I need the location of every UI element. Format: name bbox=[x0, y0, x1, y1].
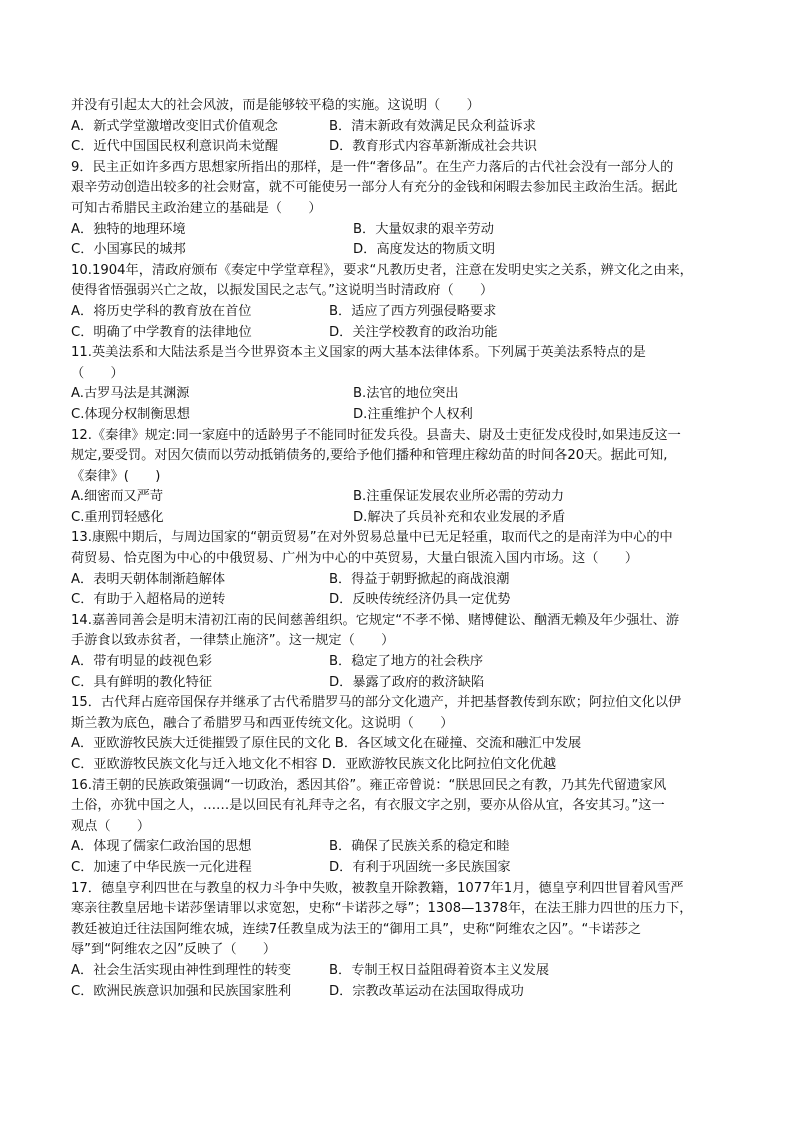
question-12-options-row-2 bbox=[71, 508, 731, 529]
question-13-stem-line-1: 13.康熙中期后，与周边国家的“朝贡贸易”在对外贸易总量中已无足轻重，取而代之的是南洋为中心的中 bbox=[71, 530, 673, 546]
question-16-stem-line-1: 16.清王朝的民族政策强调“一切政治，悉因其俗”。雍正帝曾说：“朕思回民之有教，乃其先代留遗家风 bbox=[71, 777, 667, 793]
question-12-options-row-1 bbox=[71, 487, 731, 508]
option-b[interactable]: B．得益于朝野掀起的商战浪潮 bbox=[329, 571, 510, 587]
question-8-options-row-1 bbox=[71, 117, 731, 138]
option-d[interactable]: D.解决了兵员补充和农业发展的矛盾 bbox=[353, 509, 566, 525]
option-c[interactable]: C.重刑罚轻感化 bbox=[71, 509, 164, 525]
option-a[interactable]: A．表明天朝体制渐趋解体 bbox=[71, 571, 226, 587]
question-9-stem-line-2: 艰辛劳动创造出较多的社会财富，就不可能使另一部分人有充分的金钱和闲暇去参加民主政治生活。据此 bbox=[71, 180, 678, 196]
option-c[interactable]: C．欧洲民族意识加强和民族国家胜利 bbox=[71, 983, 292, 999]
option-d[interactable]: D．暴露了政府的救济缺陷 bbox=[329, 674, 485, 690]
question-8-options-row-2 bbox=[71, 137, 731, 158]
option-d[interactable]: D．高度发达的物质文明 bbox=[353, 242, 496, 258]
question-14-options-row-1 bbox=[71, 652, 731, 673]
question-11-stem-line-1: 11.英美法系和大陆法系是当今世界资本主义国家的两大基本法律体系。下列属于英美法系特点的是 bbox=[71, 345, 646, 361]
option-b[interactable]: B.法官的地位突出 bbox=[353, 386, 459, 402]
question-15-stem-line-2: 斯兰教为底色，融合了希腊罗马和西亚传统文化。这说明（ ） bbox=[71, 715, 454, 731]
question-17-stem-line-3: 教廷被迫迁往法国阿维农城，连续7任教皇成为法王的“御用工具”，史称“阿维农之囚”。“卡诺莎之 bbox=[71, 921, 642, 937]
question-16-options-row-1 bbox=[71, 837, 731, 858]
question-12-stem-line-3: 《秦律》( ) bbox=[71, 468, 161, 484]
option-c[interactable]: C．明确了中学教育的法律地位 bbox=[71, 324, 252, 340]
option-d[interactable]: D.注重维护个人权利 bbox=[353, 406, 473, 422]
question-17-stem-line-1: 17．德皇亨利四世在与教皇的权力斗争中失败，被教皇开除教籍，1077年1月，德皇亨利四世冒着风雪严 bbox=[71, 880, 684, 896]
option-b[interactable]: B.注重保证发展农业所必需的劳动力 bbox=[353, 489, 565, 505]
question-13-options-row-2 bbox=[71, 590, 731, 611]
question-16-stem-line-2: 土俗，亦犹中国之人，……是以回民有礼拜寺之名，有衣服文字之别，要亦从俗从宜，各安其习。”这一 bbox=[71, 798, 665, 814]
question-17-options-row-2 bbox=[71, 982, 731, 1003]
question-11-options-row-2 bbox=[71, 405, 731, 426]
option-a[interactable]: A．带有明显的歧视色彩 bbox=[71, 654, 212, 670]
option-c[interactable]: C．有助于入超格局的逆转 bbox=[71, 592, 226, 608]
question-13-options-row-1 bbox=[71, 570, 731, 591]
option-b[interactable]: B．稳定了地方的社会秩序 bbox=[329, 654, 484, 670]
question-list bbox=[71, 96, 731, 1002]
question-9-stem-line-1: 9．民主正如许多西方思想家所指出的那样，是一件“奢侈品”。在生产力落后的古代社会没有一部分人的 bbox=[71, 159, 674, 175]
question-16-options-row-2 bbox=[71, 858, 731, 879]
question-12-stem-line-2: 规定,要受罚。对因欠债而以劳动抵销债务的,要给予他们播种和管理庄稼幼苗的时间各20天。据此可知, bbox=[71, 448, 668, 464]
option-b[interactable]: B．适应了西方列强侵略要求 bbox=[329, 303, 497, 319]
option-d[interactable]: D．关注学校教育的政治功能 bbox=[329, 324, 498, 340]
option-c[interactable]: C．小国寡民的城邦 bbox=[71, 242, 186, 258]
question-8-stem-continued: 并没有引起太大的社会风波，而是能够较平稳的实施。这说明（ ） bbox=[71, 98, 480, 113]
question-10-options-row-1 bbox=[71, 302, 731, 323]
question-10-options-row-2 bbox=[71, 323, 731, 344]
question-9-options-row-2 bbox=[71, 240, 731, 261]
question-15-options-line-1[interactable]: A．亚欧游牧民族大迁徙摧毁了原住民的文化 B．各区域文化在碰撞、交流和融汇中发展 bbox=[71, 736, 582, 752]
question-17-stem-line-4: 辱”到“阿维农之囚”反映了（ ） bbox=[71, 942, 277, 958]
question-15-stem-line-1: 15．古代拜占庭帝国保存并继承了古代希腊罗马的部分文化遗产，并把基督教传到东欧；阿拉伯文化以伊 bbox=[71, 695, 682, 711]
question-9-stem-line-3: 可知古希腊民主政治建立的基础是（ ） bbox=[71, 200, 322, 216]
option-b[interactable]: B．专制王权日益阻碍着资本主义发展 bbox=[329, 962, 550, 978]
question-14-stem-line-2: 手游食以致赤贫者，一律禁止施济”。这一规定（ ） bbox=[71, 633, 395, 649]
question-15-options-line-2[interactable]: C．亚欧游牧民族文化与迁入地文化不相容 D．亚欧游牧民族文化比阿拉伯文化优越 bbox=[71, 757, 557, 772]
option-b[interactable]: B．清末新政有效满足民众利益诉求 bbox=[329, 118, 536, 134]
option-c[interactable]: C．加速了中华民族一元化进程 bbox=[71, 859, 252, 875]
option-c[interactable]: C.体现分权制衡思想 bbox=[71, 406, 190, 422]
option-c[interactable]: C．近代中国国民权利意识尚未觉醒 bbox=[71, 139, 279, 155]
option-d[interactable]: D．有利于巩固统一多民族国家 bbox=[329, 859, 511, 875]
option-a[interactable]: A．将历史学科的教育放在首位 bbox=[71, 303, 252, 319]
question-9-options-row-1 bbox=[71, 220, 731, 241]
question-13-stem-line-2: 荷贸易、恰克图为中心的中俄贸易、广州为中心的中英贸易，大量白银流入国内市场。这（ ） bbox=[71, 551, 639, 567]
option-a[interactable]: A．新式学堂激增改变旧式价值观念 bbox=[71, 118, 278, 134]
option-b[interactable]: B．大量奴隶的艰辛劳动 bbox=[353, 221, 494, 237]
option-a[interactable]: A.细密而又严苛 bbox=[71, 489, 164, 505]
question-11-options-row-1 bbox=[71, 384, 731, 405]
option-d[interactable]: D．教育形式内容革新渐成社会共识 bbox=[329, 139, 537, 155]
option-c[interactable]: C．具有鲜明的教化特征 bbox=[71, 674, 213, 690]
option-a[interactable]: A．社会生活实现由神性到理性的转变 bbox=[71, 962, 292, 978]
option-a[interactable]: A．独特的地理环境 bbox=[71, 221, 186, 237]
question-14-options-row-2 bbox=[71, 673, 731, 694]
option-a[interactable]: A.古罗马法是其渊源 bbox=[71, 386, 190, 402]
question-14-stem-line-1: 14.嘉善同善会是明末清初江南的民间慈善组织。它规定“不孝不悌、赌博健讼、酗酒无赖及年少强壮、游 bbox=[71, 612, 680, 628]
option-a[interactable]: A．体现了儒家仁政治国的思想 bbox=[71, 839, 252, 855]
question-16-stem-line-3: 观点（ ） bbox=[71, 818, 151, 834]
question-12-stem-line-1: 12.《秦律》规定:同一家庭中的适龄男子不能同时征发兵役。县啬夫、尉及士吏征发戍役时,如果违反这一 bbox=[71, 427, 681, 443]
option-d[interactable]: D．反映传统经济仍具一定优势 bbox=[329, 592, 511, 608]
question-11-stem-line-2: （ ） bbox=[71, 365, 124, 381]
question-10-stem-line-2: 使得省悟强弱兴亡之故，以振发国民之志气。”这说明当时清政府（ ） bbox=[71, 283, 494, 299]
option-b[interactable]: B．确保了民族关系的稳定和睦 bbox=[329, 839, 510, 855]
question-17-options-row-1 bbox=[71, 961, 731, 982]
question-10-stem-line-1: 10.1904年，清政府颁布《奏定中学堂章程》，要求“凡教历史者，注意在发明史实之关系，辨文化之由来， bbox=[71, 262, 693, 278]
option-d[interactable]: D．宗教改革运动在法国取得成功 bbox=[329, 983, 524, 999]
question-17-stem-line-2: 寒亲往教皇居地卡诺莎堡请罪以求宽恕，史称“卡诺莎之辱”；1308—1378年，在法王腓力四世的压力下， bbox=[71, 901, 693, 917]
